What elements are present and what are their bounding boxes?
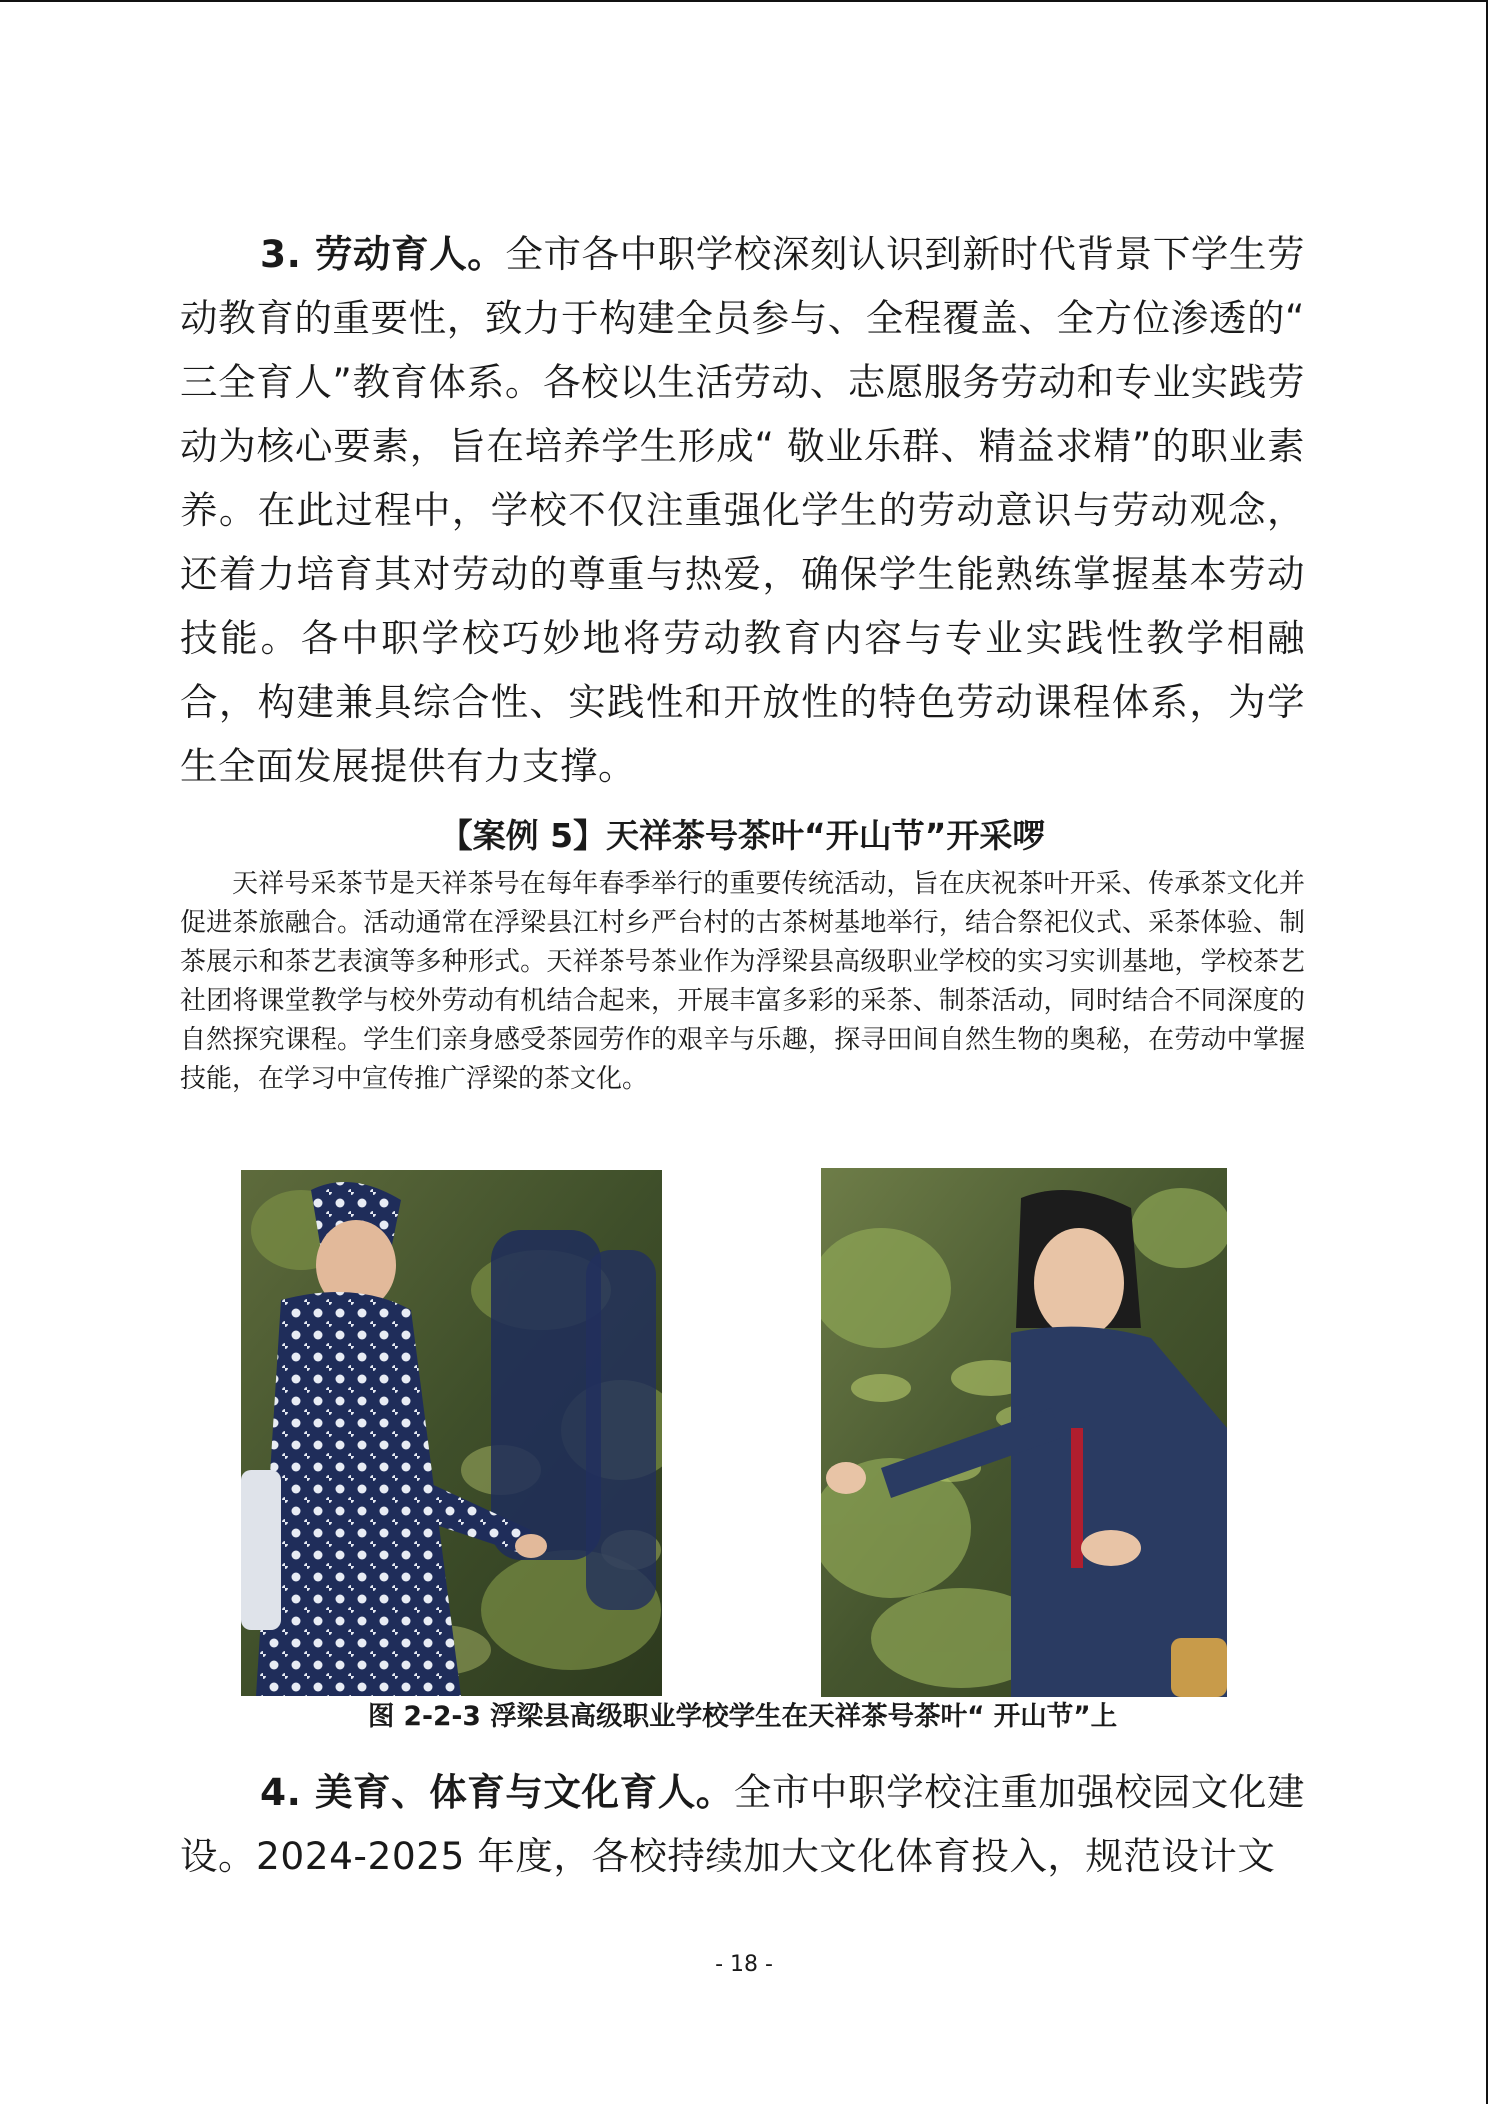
case-title: 【案例 5】天祥茶号茶叶“开山节”开采啰 <box>439 816 1046 855</box>
tea-picking-photo-left <box>241 1170 662 1696</box>
section-4-heading: 4. 美育、体育与文化育人。 <box>260 1770 734 1814</box>
section-3-heading: 3. 劳动育人。 <box>260 232 506 276</box>
section-4-paragraph <box>180 1760 1305 1888</box>
tea-picking-photo-right <box>821 1168 1227 1697</box>
section-3-text: 全市各中职学校深刻认识到新时代背景下学生劳动教育的重要性，致力于构建全员参与、全程覆盖、全方位渗透的“ 三全育人”教育体系。各校以生活劳动、志愿服务劳动和专业实践劳动为核心要素，旨在培养学生形成“ 敬业乐群、精益求精”的职业素养。在此过程中，学校不仅注重强化学生的劳动意识与劳动观念，还着力培育其对劳动的尊重与热爱，确保学生能熟练掌握基本劳动技能。各中职学校巧妙地将劳动教育内容与专业实践性教学相融合，构建兼具综合性、实践性和开放性的特色劳动课程体系，为学生全面发展提供有力支撑。 <box>180 232 1305 788</box>
case-description: 天祥号采茶节是天祥茶号在每年春季举行的重要传统活动，旨在庆祝茶叶开采、传承茶文化并促进茶旅融合。活动通常在浮梁县江村乡严台村的古茶树基地举行，结合祭祀仪式、采茶体验、制茶展示和茶艺表演等多种形式。天祥茶号茶业作为浮梁县高级职业学校的实习实训基地，学校茶艺社团将课堂教学与校外劳动有机结合起来，开展丰富多彩的采茶、制茶活动，同时结合不同深度的自然探究课程。学生们亲身感受茶园劳作的艰辛与乐趣，探寻田间自然生物的奥秘，在劳动中掌握技能，在学习中宣传推广浮梁的茶文化。 <box>180 869 1305 1094</box>
section-4-text: 全市中职学校注重加强校园文化建设。2024-2025 年度，各校持续加大文化体育投入，规范设计文 <box>180 1770 1305 1878</box>
page-top-border <box>0 0 1488 2</box>
page-number: - 18 - <box>715 1952 773 1977</box>
section-3-paragraph <box>180 222 1305 798</box>
figure-caption: 图 2-2-3 浮梁县高级职业学校学生在天祥茶号茶叶“ 开山节”上 <box>367 1701 1118 1732</box>
